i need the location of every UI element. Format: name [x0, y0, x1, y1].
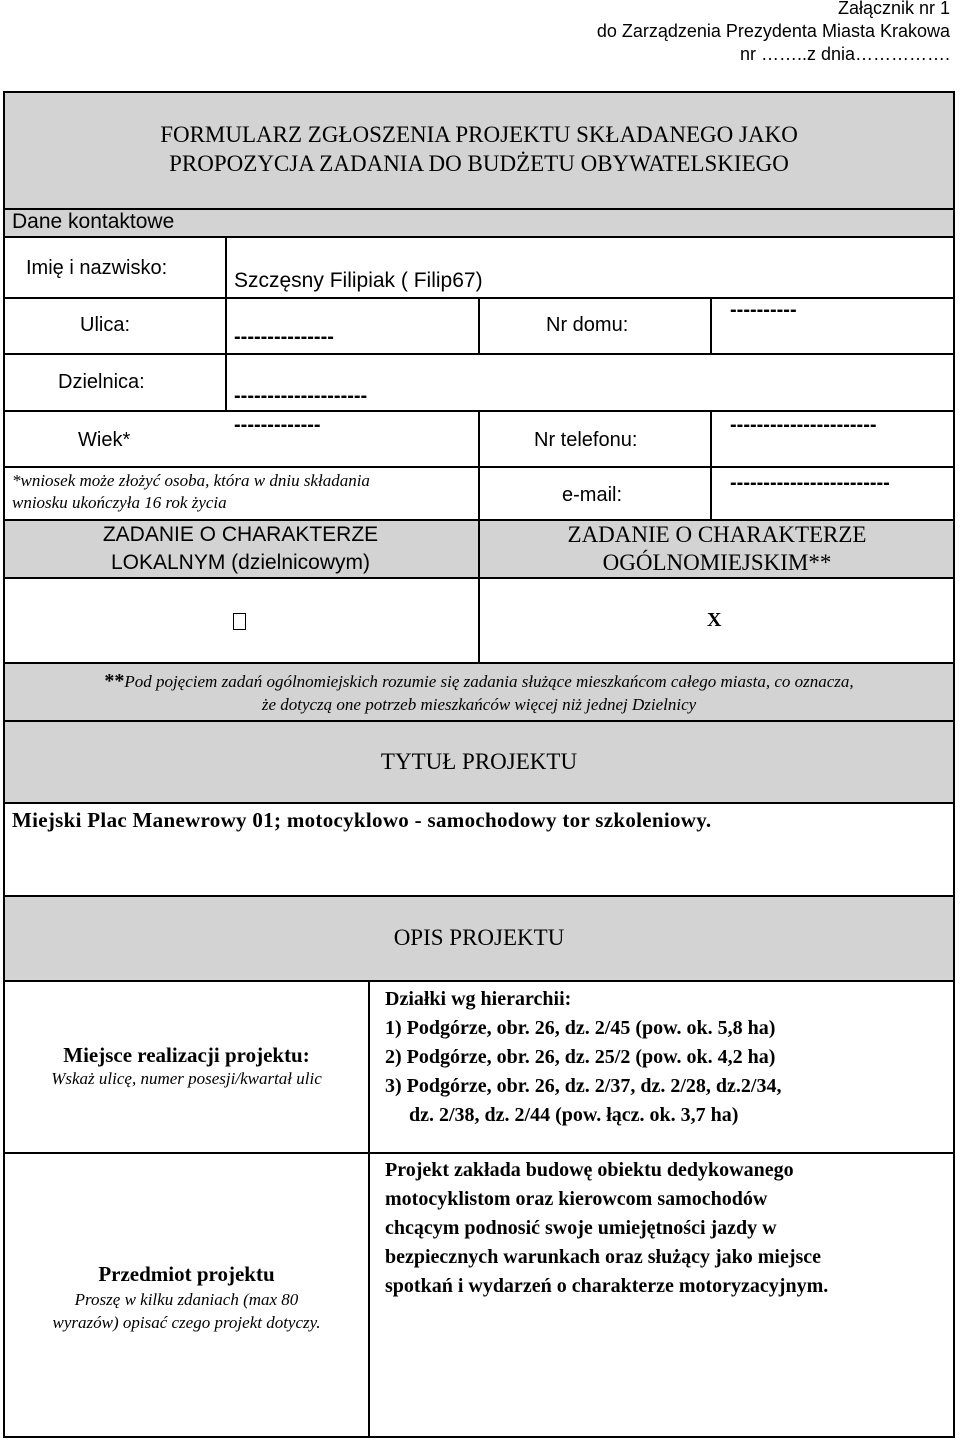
subject-label: Przedmiot projektu: [98, 1262, 275, 1286]
annex-date: nr ……..z dnia…………….: [739, 44, 950, 64]
subject-line: Projekt zakłada budowę obiektu dedykowanego: [385, 1159, 794, 1181]
description-heading: OPIS PROJEKTU: [393, 925, 565, 950]
house-number-label: Nr domu:: [546, 314, 629, 336]
subject-hint-line1: Proszę w kilku zdaniach (max 80: [74, 1290, 299, 1309]
name-label: Imię i nazwisko:: [26, 257, 168, 279]
city-task-footnote: [3, 670, 955, 716]
city-task-line2: OGÓLNOMIEJSKIM**: [602, 550, 832, 575]
project-title-heading: TYTUŁ PROJEKTU: [380, 749, 578, 774]
footnote-line2: że dotyczą one potrzeb mieszkańców więcej niż jednej Dzielnicy: [261, 695, 697, 714]
city-task-label: [479, 521, 955, 577]
form-title: [3, 120, 955, 178]
local-task-label: [3, 521, 478, 577]
subject-label-cell: [5, 1260, 368, 1334]
location-field[interactable]: [385, 985, 781, 1130]
city-task-line1: ZADANIE O CHARAKTERZE: [567, 522, 867, 547]
subject-line: chcącym podnosić swoje umiejętności jazdy w: [385, 1217, 777, 1239]
subject-line: bezpiecznych warunkach oraz służący jako miejsce: [385, 1246, 822, 1268]
location-line: Działki wg hierarchii:: [385, 988, 572, 1010]
subject-field[interactable]: [385, 1156, 828, 1301]
location-line: 2) Podgórze, obr. 26, dz. 25/2 (pow. ok. 4,2 ha): [385, 1046, 776, 1068]
phone-label: Nr telefonu:: [534, 429, 638, 451]
project-title-field[interactable]: Miejski Plac Manewrowy 01; motocyklowo - samochodowy tor szkoleniowy.: [12, 808, 712, 832]
location-label: Miejsce realizacji projektu:: [63, 1043, 310, 1067]
form-title-line1: FORMULARZ ZGŁOSZENIA PROJEKTU SKŁADANEGO JAKO: [160, 122, 798, 147]
age-note: [12, 470, 370, 514]
location-line: dz. 2/38, dz. 2/44 (pow. łącz. ok. 3,7 ha): [409, 1104, 739, 1126]
local-task-checkbox[interactable]: [233, 613, 246, 630]
age-field[interactable]: -------------: [234, 414, 321, 436]
district-label: Dzielnica:: [58, 371, 145, 393]
city-task-mark[interactable]: X: [707, 609, 722, 631]
contact-section-label: Dane kontaktowe: [12, 210, 175, 233]
annex-header: [350, 0, 950, 66]
location-hint: Wskaż ulicę, numer posesji/kwartał ulic: [51, 1069, 322, 1088]
street-label: Ulica:: [80, 314, 131, 336]
footnote-line1: Pod pojęciem zadań ogólnomiejskich rozumie się zadania służące mieszkańcom całego miasta, co oznacza,: [124, 672, 854, 691]
district-field[interactable]: --------------------: [234, 385, 368, 407]
subject-line: motocyklistom oraz kierowcom samochodów: [385, 1188, 768, 1210]
local-task-line2: LOKALNYM (dzielnicowym): [110, 551, 371, 574]
age-note-line1: *wniosek może złożyć osoba, która w dniu składania: [12, 471, 370, 490]
location-line: 3) Podgórze, obr. 26, dz. 2/37, dz. 2/28, dz.2/34,: [385, 1075, 782, 1097]
local-task-line1: ZADANIE O CHARAKTERZE: [102, 523, 379, 546]
annex-ordinance: do Zarządzenia Prezydenta Miasta Krakowa: [596, 21, 950, 41]
annex-number: Załącznik nr 1: [837, 0, 950, 18]
footnote-stars: **: [104, 670, 125, 692]
street-field[interactable]: ---------------: [234, 326, 334, 348]
name-field[interactable]: Szczęsny Filipiak ( Filip67): [234, 269, 483, 292]
email-field[interactable]: ------------------------: [730, 472, 890, 494]
house-number-field[interactable]: ----------: [730, 299, 797, 321]
subject-line: spotkań i wydarzeń o charakterze motoryzacyjnym.: [385, 1275, 829, 1297]
email-label: e-mail:: [562, 484, 623, 506]
phone-field[interactable]: ----------------------: [730, 414, 877, 436]
age-note-line2: wniosku ukończyła 16 rok życia: [12, 493, 227, 512]
location-label-cell: [5, 1042, 368, 1090]
form-title-line2: PROPOZYCJA ZADANIA DO BUDŻETU OBYWATELSKIEGO: [169, 151, 789, 176]
age-label: Wiek*: [78, 429, 131, 451]
location-line: 1) Podgórze, obr. 26, dz. 2/45 (pow. ok. 5,8 ha): [385, 1017, 776, 1039]
subject-hint-line2: wyrazów) opisać czego projekt dotyczy.: [52, 1313, 321, 1332]
